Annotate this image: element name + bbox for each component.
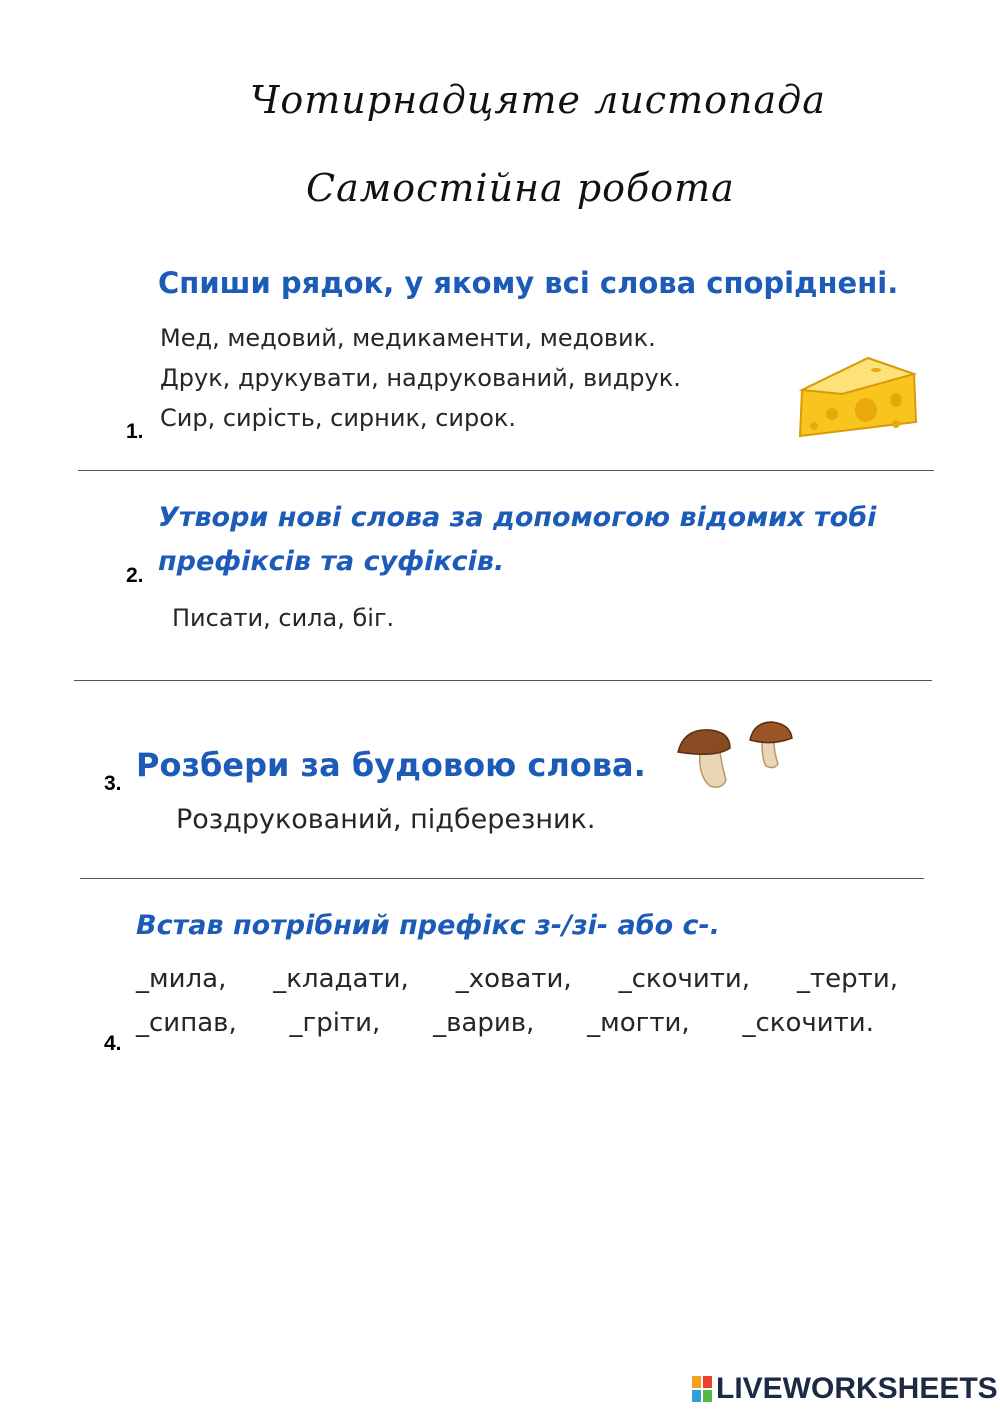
task-2-number: 2. [126, 564, 144, 587]
word-blank: _варив, [433, 1008, 535, 1038]
task-1-line-1: Мед, медовий, медикаменти, медовик. [160, 324, 656, 352]
word-blank: _терти, [797, 964, 898, 994]
divider-3 [80, 878, 924, 879]
divider-2 [74, 680, 932, 681]
task-1-number: 1. [126, 420, 144, 443]
task-2-line-1: Писати, сила, біг. [172, 604, 395, 632]
task-3-heading: Розбери за будовою слова. [136, 746, 646, 784]
task-3-line-1: Роздрукований, підберезник. [176, 804, 596, 835]
task-4-heading: Встав потрібний префікс з-/зі- або с-. [136, 910, 720, 941]
task-1-line-3: Сир, сирість, сирник, сирок. [160, 404, 517, 432]
liveworksheets-brand: LIVEWORKSHEETS [716, 1372, 998, 1405]
task-4-row-1 [136, 964, 898, 994]
work-title: Самостійна робота [306, 166, 735, 210]
task-1-line-2: Друк, друкувати, надрукований, видрук. [160, 364, 681, 392]
logo-square [703, 1390, 712, 1402]
task-2-heading-line-2: префіксів та суфіксів. [158, 546, 505, 577]
cheese-icon [796, 352, 920, 440]
task-3-number: 3. [104, 772, 122, 795]
task-2-heading-line-1: Утвори нові слова за допомогою відомих тобі [158, 502, 877, 533]
word-blank: _сипав, [136, 1008, 237, 1038]
word-blank: _скочити. [742, 1008, 874, 1038]
task-4-row-2 [136, 1008, 874, 1038]
word-blank: _могти, [587, 1008, 690, 1038]
divider-1 [78, 470, 934, 471]
task-4-number: 4. [104, 1032, 122, 1055]
task-1-heading: Спиши рядок, у якому всі слова споріднені. [158, 266, 899, 300]
logo-square [692, 1376, 701, 1388]
word-blank: _кладати, [273, 964, 409, 994]
logo-square [692, 1390, 701, 1402]
word-blank: _гріти, [289, 1008, 381, 1038]
liveworksheets-logo-icon [692, 1376, 712, 1402]
word-blank: _мила, [136, 964, 227, 994]
word-blank: _ховати, [455, 964, 572, 994]
logo-square [703, 1376, 712, 1388]
mushroom-icon [676, 718, 798, 792]
date-heading: Чотирнадцяте листопада [250, 78, 826, 122]
word-blank: _скочити, [618, 964, 751, 994]
